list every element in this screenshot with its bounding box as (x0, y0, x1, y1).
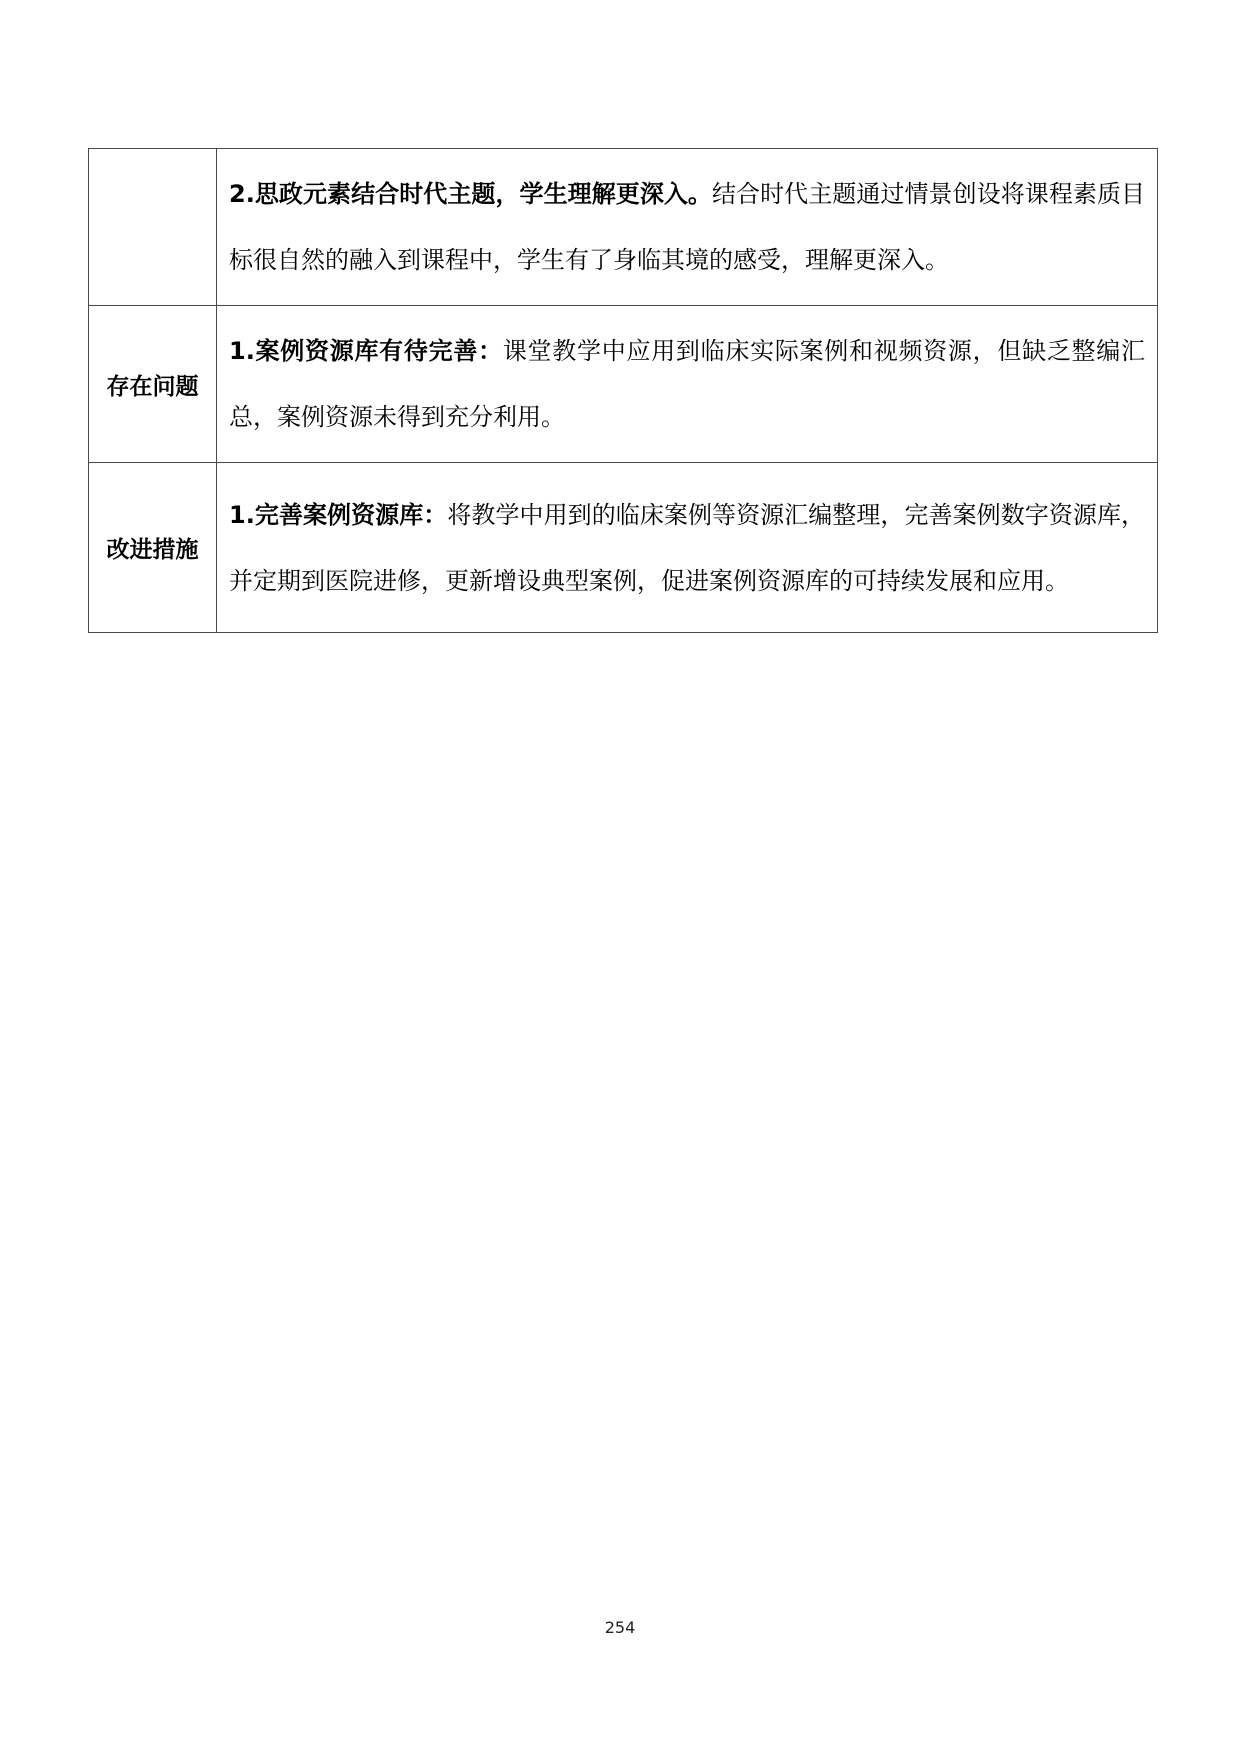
row-lead-text: 2.思政元素结合时代主题，学生理解更深入。 (229, 180, 712, 208)
row-lead-text: 1.完善案例资源库： (229, 500, 448, 529)
table-row (89, 306, 1158, 463)
row-body-text: 结合时代主题通过情景创设将课程素质目标很自然的融入到课程中，学生有了身临其境的感受，理解更深入。 (229, 180, 1145, 274)
summary-table (88, 148, 1158, 633)
row-body-text: 将教学中用到的临床案例等资源汇编整理，完善案例数字资源库，并定期到医院进修，更新增设典型案例，促进案例资源库的可持续发展和应用。 (229, 500, 1146, 595)
row-lead-text: 1.案例资源库有待完善： (229, 337, 503, 365)
row-content (217, 463, 1158, 633)
table-row (89, 463, 1158, 633)
page-number: 254 (604, 1618, 636, 1637)
table-row (89, 149, 1158, 306)
row-label: 改进措施 (89, 463, 217, 633)
row-body-text: 课堂教学中应用到临床实际案例和视频资源，但缺乏整编汇总，案例资源未得到充分利用。 (229, 337, 1146, 431)
row-label (89, 149, 217, 306)
row-content (217, 149, 1158, 306)
row-content (217, 306, 1158, 463)
row-label: 存在问题 (89, 306, 217, 463)
